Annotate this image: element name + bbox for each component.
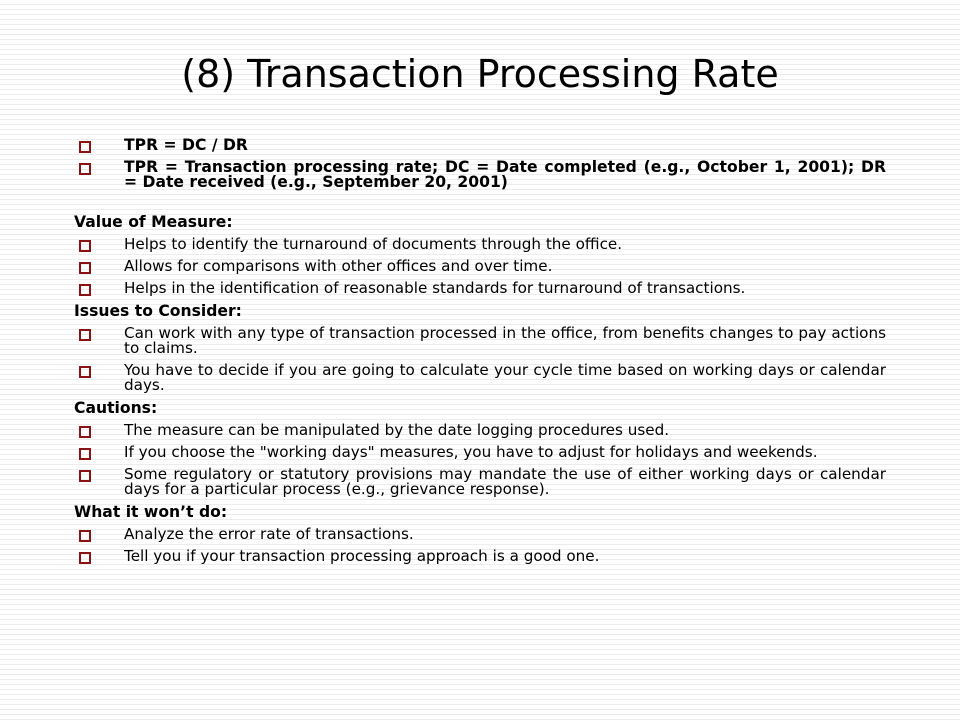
definition-text: TPR = Transaction processing rate; DC = Date completed (e.g., October 1, 2001); DR = Date received (e.g., September 20, 2001): [124, 158, 886, 191]
square-bullet-icon: [79, 426, 91, 438]
list-item-text: You have to decide if you are going to calculate your cycle time based on working days or calendar days.: [124, 361, 886, 394]
list-item: [74, 281, 886, 296]
list-item: [74, 445, 886, 460]
section-heading-cautions: Cautions:: [74, 399, 158, 417]
formula-text: TPR = DC / DR: [124, 136, 248, 154]
list-item-text: If you choose the "working days" measures, you have to adjust for holidays and weekends.: [124, 443, 818, 461]
square-bullet-icon: [79, 262, 91, 274]
formula-item: [74, 138, 886, 153]
square-bullet-icon: [79, 470, 91, 482]
square-bullet-icon: [79, 530, 91, 542]
section-heading-wont-do: What it won’t do:: [74, 503, 228, 521]
section-heading-value: Value of Measure:: [74, 213, 233, 231]
square-bullet-icon: [79, 329, 91, 341]
list-item: [74, 237, 886, 252]
square-bullet-icon: [79, 366, 91, 378]
list-item: [74, 259, 886, 274]
section-heading-issues: Issues to Consider:: [74, 302, 242, 320]
list-item: [74, 423, 886, 438]
square-bullet-icon: [79, 284, 91, 296]
list-item: [74, 527, 886, 542]
square-bullet-icon: [79, 552, 91, 564]
list-item-text: Tell you if your transaction processing approach is a good one.: [124, 547, 600, 565]
list-item-text: Analyze the error rate of transactions.: [124, 525, 414, 543]
slide-title: (8) Transaction Processing Rate: [181, 52, 779, 96]
square-bullet-icon: [79, 448, 91, 460]
list-item-text: Can work with any type of transaction processed in the office, from benefits changes to pay actions to claims.: [124, 324, 886, 357]
slide-content: [74, 138, 886, 571]
square-bullet-icon: [79, 141, 91, 153]
list-item-text: Helps in the identification of reasonable standards for turnaround of transactions.: [124, 279, 746, 297]
square-bullet-icon: [79, 240, 91, 252]
list-item-text: Helps to identify the turnaround of documents through the office.: [124, 235, 623, 253]
list-item: [74, 326, 886, 356]
definition-item: [74, 160, 886, 190]
list-item-text: Some regulatory or statutory provisions may mandate the use of either working days or calendar days for a particular process (e.g., grievance response).: [124, 465, 886, 498]
list-item: [74, 549, 886, 564]
list-item-text: The measure can be manipulated by the date logging procedures used.: [124, 421, 670, 439]
list-item: [74, 363, 886, 393]
list-item: [74, 467, 886, 497]
square-bullet-icon: [79, 163, 91, 175]
list-item-text: Allows for comparisons with other offices and over time.: [124, 257, 553, 275]
